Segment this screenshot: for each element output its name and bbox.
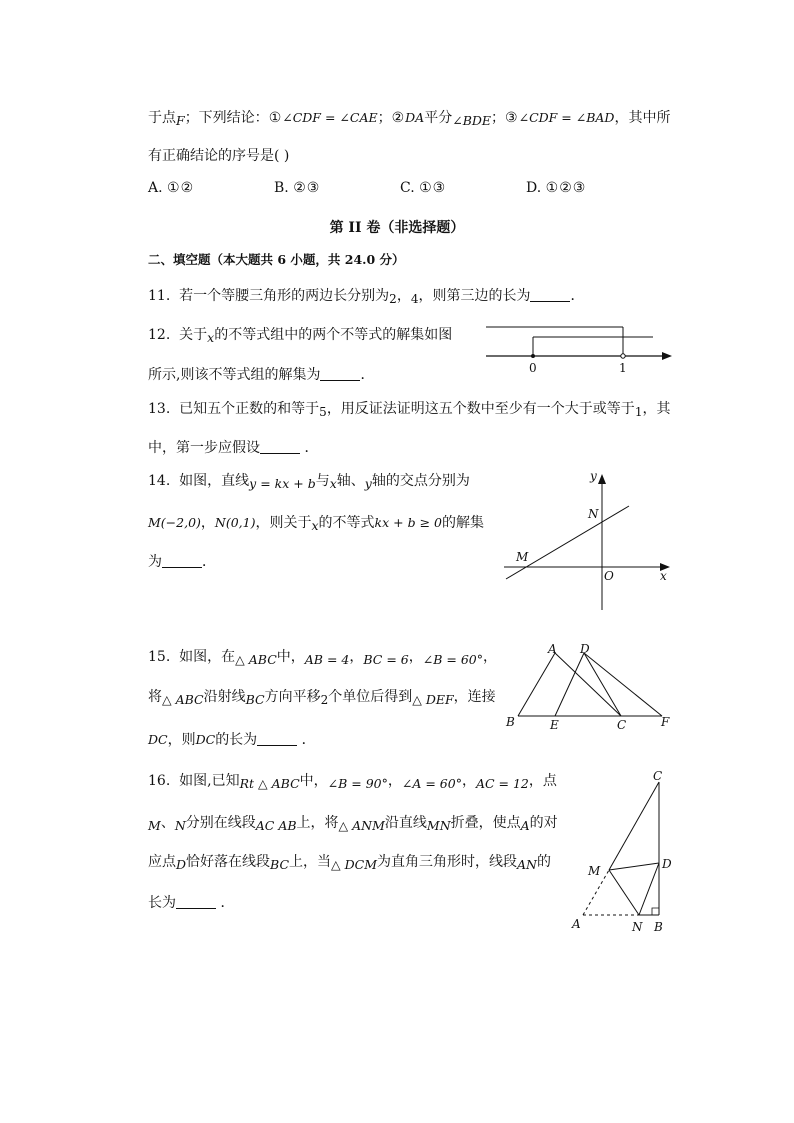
q14-coordinate-figure [498,468,678,613]
answer-blank-12[interactable] [320,366,360,381]
label-n: N [632,920,643,934]
question-15-line3: DC，则DC的长为 ． [148,732,316,748]
question-16-line2: M、N分别在线段AC AB上，将△ ANM沿直线MN折叠，使点A的对 [148,815,558,833]
question-11: 11. 若一个等腰三角形的两边长分别为2，4，则第三边的长为 ． [148,288,585,306]
label-m: M [588,864,601,878]
label-x: x [660,569,667,583]
option-a[interactable]: A. ①② [148,180,195,196]
segment-ac [555,653,621,716]
question-16-line1: 16. 如图,已知Rt △ ABC中，∠B = 90°，∠A = 60°，AC = 12，点 [148,773,557,791]
question-15-line1: 15. 如图，在△ ABC中，AB = 4，BC = 6，∠B = 60°， [148,649,497,667]
label-b: B [506,715,515,729]
label-c: C [653,769,663,783]
conclusion-3: ∠CDF = ∠BAD [518,110,615,125]
label-a: A [548,642,557,656]
tick-label-0: 0 [529,361,537,375]
q15-translation-figure [500,640,680,735]
label-o: O [604,569,614,583]
segment-md [609,863,659,870]
segment-cm [609,782,659,870]
label-d: D [662,857,672,871]
question-12-line1: 12. 关于x的不等式组中的两个不等式的解集如图 [148,327,453,345]
q12-number-line-figure [480,320,680,380]
option-d[interactable]: D. ①②③ [526,180,587,196]
point-1 [621,354,625,358]
label-c: C [617,718,627,732]
answer-blank-15[interactable] [257,731,297,746]
question-13-line1: 13. 已知五个正数的和等于5，用反证法证明这五个数中至少有一个大于或等于1，其 [148,401,671,419]
question-14-line3: 为 ． [148,554,216,570]
right-angle-mark [652,908,659,915]
label-n: N [588,507,599,521]
question-13-line2: 中，第一步应假设 ． [148,440,319,456]
question-14-line1: 14. 如图，直线y = kx + b与x轴、y轴的交点分别为 [148,473,470,491]
tick-label-1: 1 [619,361,627,375]
label-y: y [590,469,597,483]
q16-folding-figure [566,765,686,940]
label-d: D [580,642,590,656]
segment-nd [639,863,659,915]
segment-mn [609,870,639,915]
section-subtitle: 二、填空题（本大题共 6 小题，共 24.0 分） [148,252,405,267]
option-c[interactable]: C. ①③ [400,180,447,196]
segment-dc [584,653,621,716]
q10-line2: 有正确结论的序号是( ) [148,148,290,164]
label-b: B [654,920,663,934]
label-a: A [572,917,581,931]
conclusion-1: ∠CDF = ∠CAE [282,110,378,125]
point-0 [531,354,535,358]
question-12-line2: 所示,则该不等式组的解集为 ． [148,367,375,383]
answer-blank-14[interactable] [162,553,202,568]
label-m: M [516,550,529,564]
answer-blank-13[interactable] [260,439,300,454]
option-b[interactable]: B. ②③ [274,180,321,196]
label-e: E [550,718,559,732]
question-16-line4: 长为 ． [148,895,235,911]
y-axis-arrow [598,474,606,484]
question-16-line3: 应点D恰好落在线段BC上，当△ DCM为直角三角形时，线段AN的 [148,854,551,872]
question-15-line2: 将△ ABC沿射线BC方向平移2个单位后得到△ DEF，连接 [148,689,496,707]
segment-ed [555,653,584,716]
q10-line1: 于点F；下列结论：①∠CDF = ∠CAE；②DA平分∠BDE；③∠CDF = ∠BAD，其中所 [148,110,671,128]
section-title: 第 II 卷（非选择题） [329,220,465,236]
label-f: F [661,715,670,729]
question-14-line2: M(−2,0)，N(0,1)，则关于x的不等式kx + b ≥ 0的解集 [148,515,484,533]
segment-df [584,653,662,716]
var-f: F [176,113,185,128]
axis-arrow [662,352,672,360]
answer-blank-16[interactable] [176,894,216,909]
segment-ab [518,653,555,716]
answer-blank-11[interactable] [530,287,570,302]
